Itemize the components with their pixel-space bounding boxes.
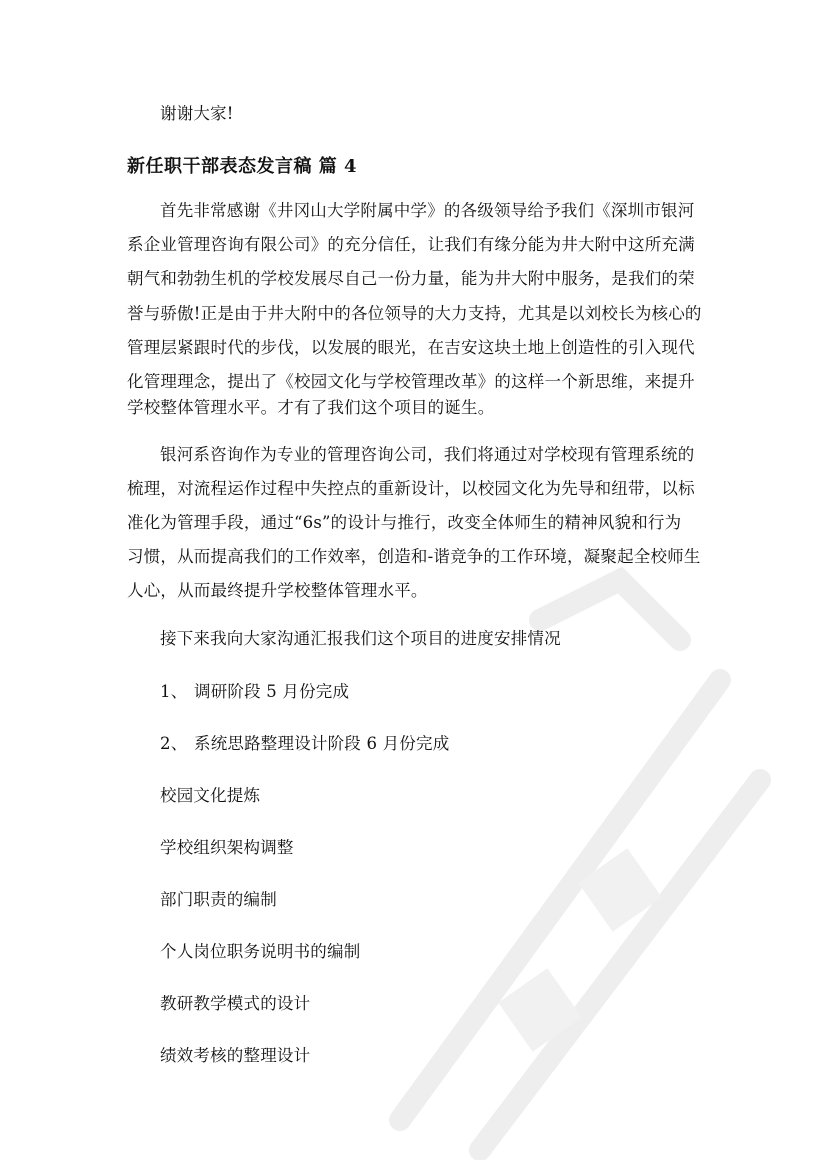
paragraph-line: 化管理理念，提出了《校园文化与学校管理改革》的这样一个新思维，来提升	[127, 372, 695, 391]
paragraph-line: 银河系咨询作为专业的管理咨询公司，我们将通过对学校现有管理系统的	[160, 445, 695, 464]
progress-intro: 接下来我向大家沟通汇报我们这个项目的进度安排情况	[160, 629, 561, 648]
paragraph-line: 朝气和勃勃生机的学校发展尽自己一份力量，能为井大附中服务，是我们的荣	[127, 269, 695, 288]
paragraph-line: 系企业管理咨询有限公司》的充分信任，让我们有缘分能为井大附中这所充满	[127, 235, 695, 254]
sub-item: 绩效考核的整理设计	[160, 1046, 311, 1065]
stage-number: 2、	[160, 734, 188, 753]
paragraph-line: 准化为管理手段，通过“6s”的设计与推行，改变全体师生的精神风貌和行为	[127, 513, 682, 532]
watermark-logo	[360, 560, 780, 1160]
sub-item: 个人岗位职务说明书的编制	[160, 942, 361, 961]
stage-text: 系统思路整理设计阶段 6 月份完成	[194, 734, 450, 753]
paragraph-line: 学校整体管理水平。才有了我们这个项目的诞生。	[127, 398, 495, 417]
sub-item: 教研教学模式的设计	[160, 994, 311, 1013]
paragraph-line: 习惯，从而提高我们的工作效率，创造和-谐竞争的工作环境，凝聚起全校师生	[127, 547, 701, 566]
paragraph-line: 梳理，对流程运作过程中失控点的重新设计，以校园文化为先导和纽带，以标	[127, 479, 695, 498]
closing-text: 谢谢大家!	[160, 104, 234, 123]
paragraph-line: 首先非常感谢《井冈山大学附属中学》的各级领导给予我们《深圳市银河	[160, 201, 695, 220]
paragraph-line: 誉与骄傲!正是由于井大附中的各位领导的大力支持，尤其是以刘校长为核心的	[127, 304, 702, 323]
sub-item: 部门职责的编制	[160, 890, 277, 909]
sub-item: 学校组织架构调整	[160, 838, 294, 857]
section-heading: 新任职干部表态发言稿 篇 4	[127, 156, 358, 177]
sub-item: 校园文化提炼	[160, 786, 261, 805]
paragraph-line: 管理层紧跟时代的步伐，以发展的眼光，在吉安这块土地上创造性的引入现代	[127, 338, 695, 357]
paragraph-line: 人心，从而最终提升学校整体管理水平。	[127, 581, 428, 600]
stage-text: 调研阶段 5 月份完成	[194, 682, 350, 701]
stage-number: 1、	[160, 682, 188, 701]
